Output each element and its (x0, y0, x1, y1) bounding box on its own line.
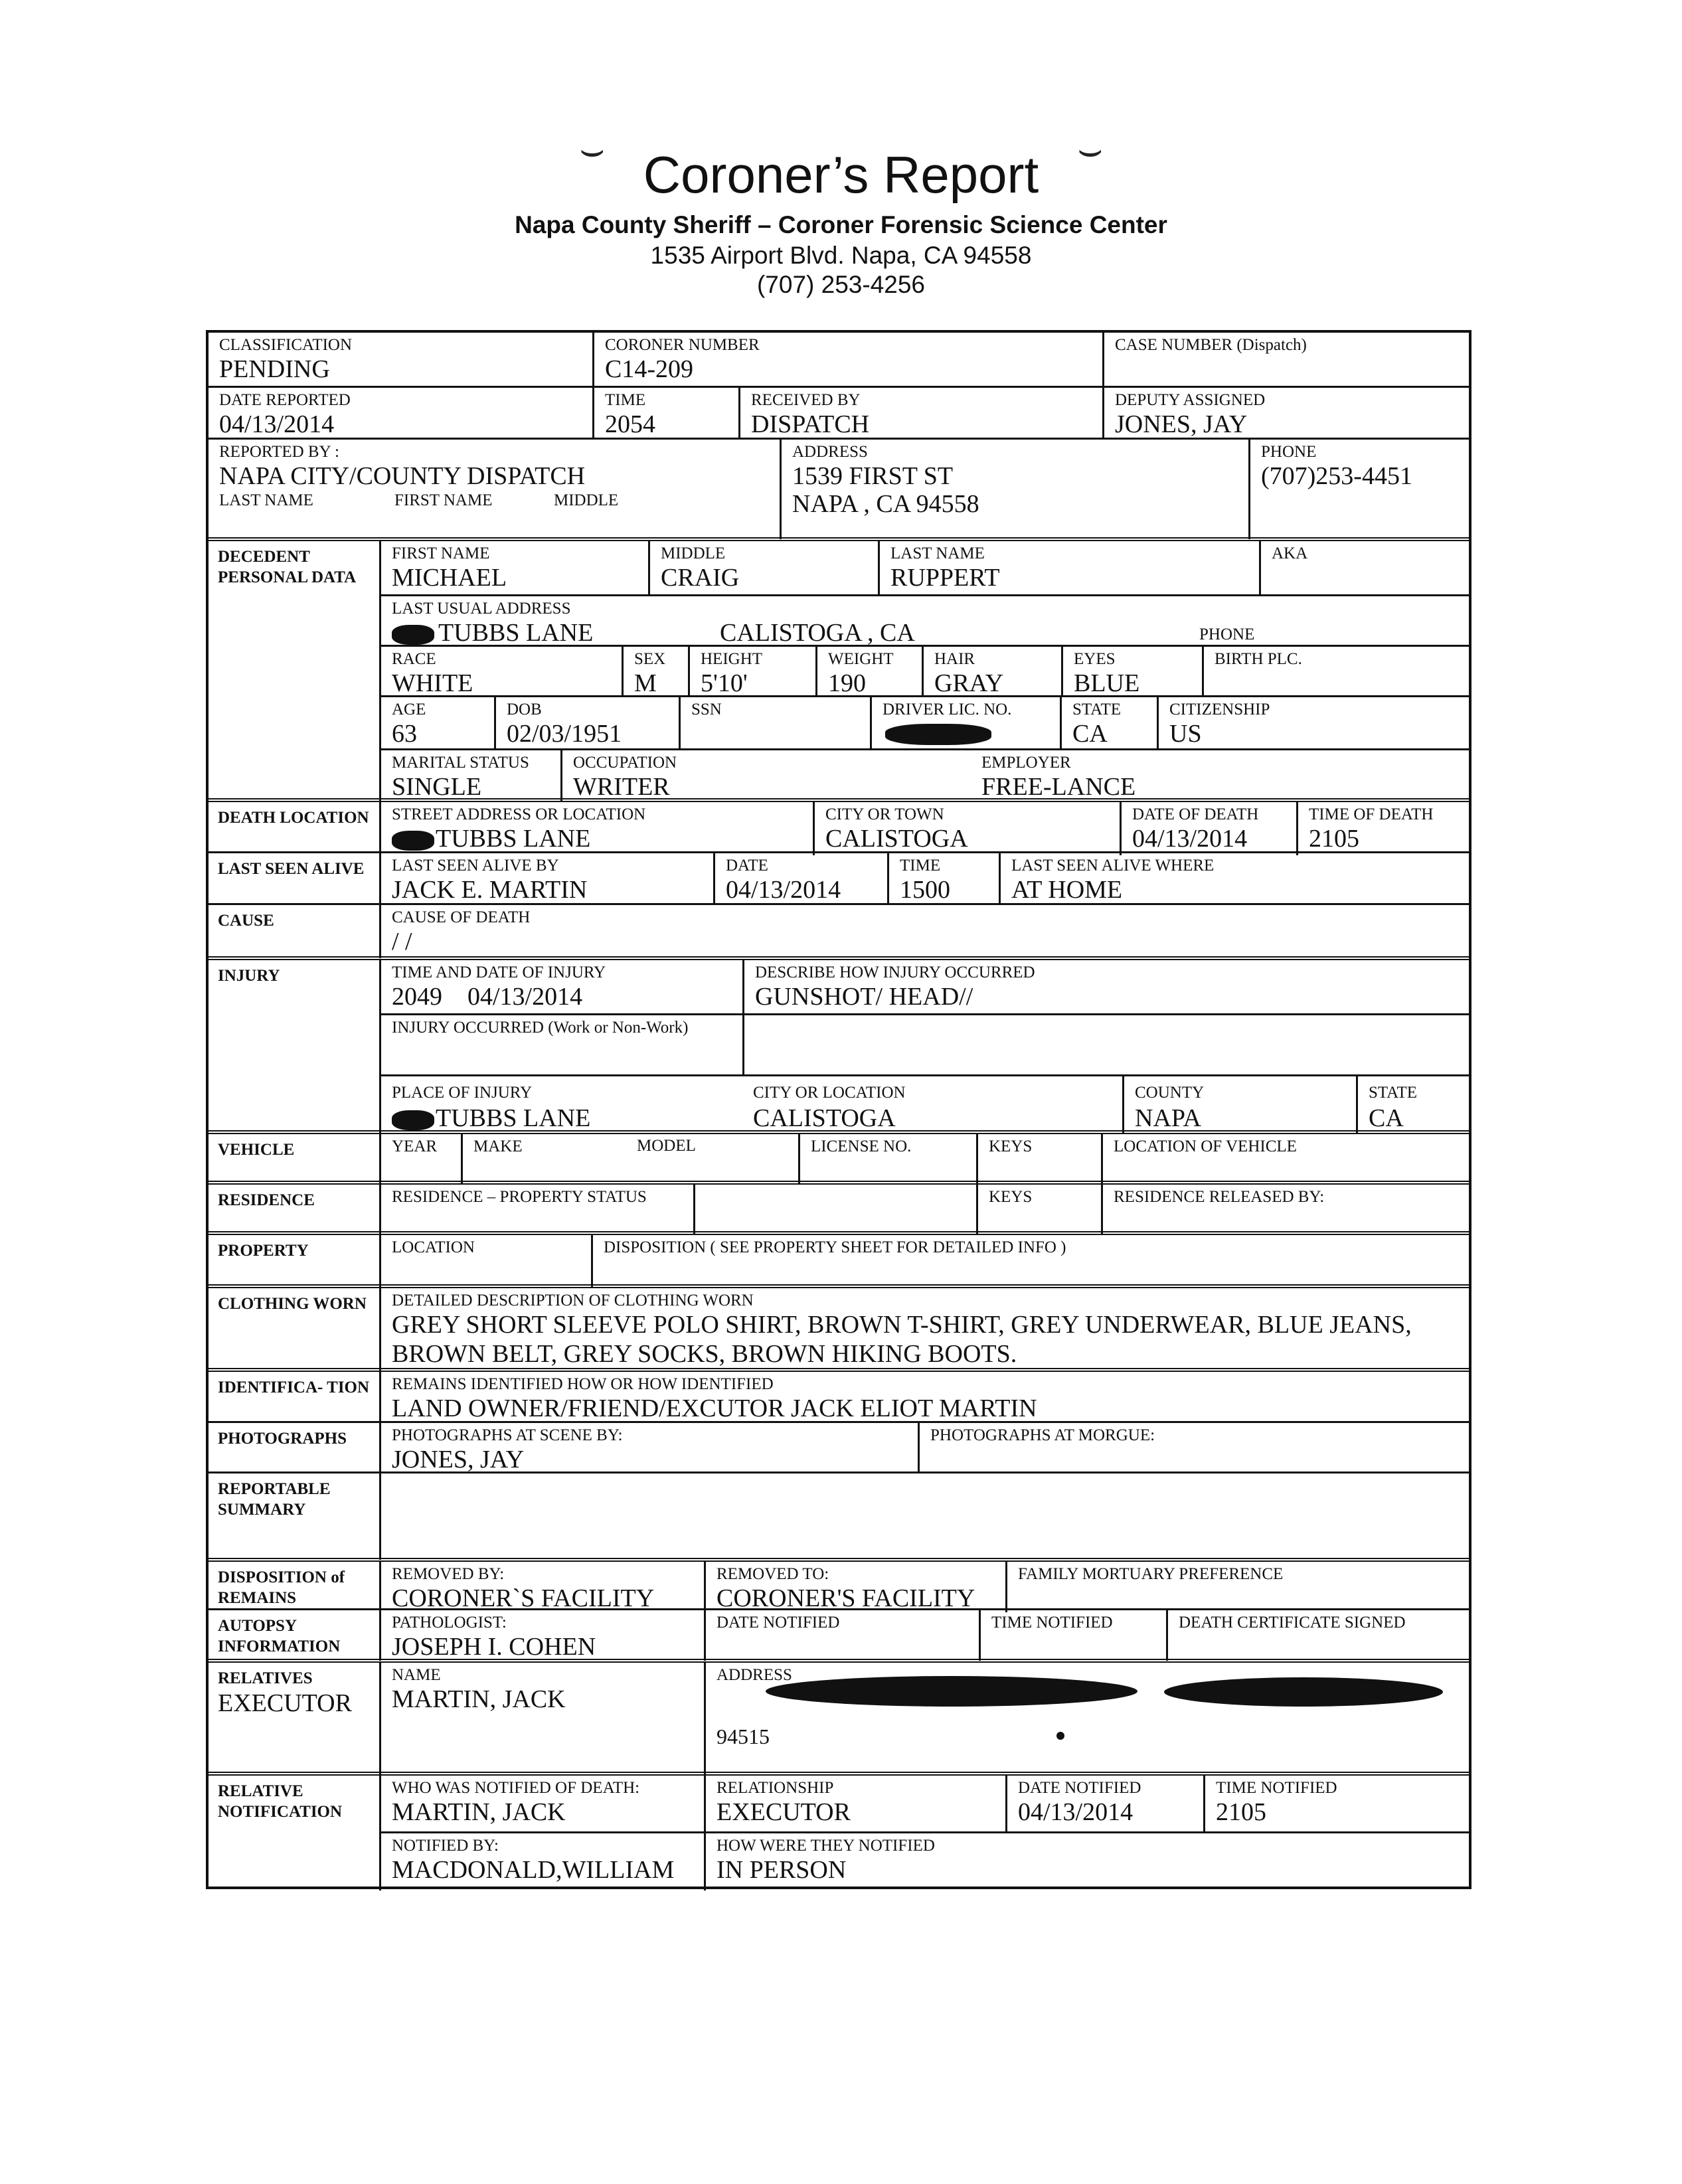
reporter-address-line1: 1539 FIRST ST (792, 462, 954, 490)
middle-name-value: CRAIG (661, 564, 740, 592)
vehicle-year-field: YEAR (392, 1137, 438, 1155)
summary-section-label: REPORTABLE SUMMARY (209, 1473, 381, 1560)
death-city-value: CALISTOGA (825, 825, 968, 853)
time-reported-field: TIME 2054 (592, 388, 738, 440)
redacted-relative-phone (1164, 1677, 1443, 1707)
death-location-section (209, 798, 1469, 855)
residence-status-field: RESIDENCE – PROPERTY STATUS (392, 1188, 647, 1206)
last-seen-date-value: 04/13/2014 (726, 876, 841, 904)
reporter-address-line2: NAPA , CA 94558 (792, 490, 979, 518)
sex-value: M (634, 669, 657, 697)
injury-how-field: DESCRIBE HOW INJURY OCCURRED GUNSHOT/ HEAD// (742, 960, 1469, 1013)
vehicle-keys-field: KEYS (976, 1134, 1101, 1185)
first-name-field: FIRST NAME MICHAEL (392, 545, 507, 592)
injury-city-value: CALISTOGA (753, 1104, 896, 1132)
residence-keys-field: KEYS (976, 1185, 1101, 1235)
last-seen-by-value: JACK E. MARTIN (392, 876, 588, 904)
employer-field: EMPLOYER FREE-LANCE (971, 748, 1469, 802)
reporter-phone-field: PHONE (707)253-4451 (1248, 440, 1469, 539)
date-reported-value: 04/13/2014 (219, 410, 335, 438)
injury-how-value: GUNSHOT/ HEAD// (755, 983, 973, 1011)
photos-scene-field: PHOTOGRAPHS AT SCENE BY: JONES, JAY (392, 1426, 623, 1473)
decedent-section-label: DECEDENT PERSONAL DATA (209, 541, 381, 802)
coroner-number-field: CORONER NUMBER C14-209 (592, 333, 1102, 386)
coroner-report-form (206, 330, 1472, 1889)
photographs-section (209, 1421, 1469, 1473)
agency-phone: (707) 253-4256 (756, 271, 926, 298)
who-notified-value: MARTIN, JACK (392, 1798, 566, 1826)
disposition-section (209, 1558, 1469, 1612)
property-section-label: PROPERTY (209, 1235, 381, 1288)
redacted-license-number (885, 724, 991, 745)
redacted-relative-address (766, 1676, 1137, 1707)
case-number-field: CASE NUMBER (Dispatch) (1102, 333, 1469, 386)
death-street-value: TUBBS LANE (436, 825, 591, 853)
injury-section-label: INJURY (209, 960, 381, 1134)
mortuary-preference-field: FAMILY MORTUARY PREFERENCE (1005, 1562, 1469, 1612)
place-of-injury-field: PLACE OF INJURY TUBBS LANE (381, 1074, 742, 1134)
how-notified-value: IN PERSON (716, 1856, 847, 1884)
relative-address-field: ADDRESS 94515 (704, 1663, 1469, 1776)
reporter-phone-value: (707)253-4451 (1261, 462, 1412, 490)
injury-time-date-field: TIME AND DATE OF INJURY 2049 04/13/2014 (392, 964, 606, 1011)
autopsy-section-label: AUTOPSY INFORMATION (209, 1610, 381, 1661)
injury-county-value: NAPA (1135, 1104, 1201, 1132)
agency-address: 1535 Airport Blvd. Napa, CA 94558 (650, 242, 1032, 269)
how-notified-field: HOW WERE THEY NOTIFIED IN PERSON (704, 1831, 1469, 1890)
property-section (209, 1231, 1469, 1288)
citizenship-value: US (1169, 720, 1202, 748)
deputy-field: DEPUTY ASSIGNED JONES, JAY (1102, 388, 1469, 440)
clothing-section (209, 1284, 1469, 1372)
injury-work-value-field (742, 1013, 1469, 1074)
classification-value: PENDING (219, 355, 330, 383)
identification-field: REMAINS IDENTIFIED HOW OR HOW IDENTIFIED LAND OWNER/FRIEND/EXCUTOR JACK ELIOT MARTIN (392, 1375, 1037, 1422)
sex-field: SEX M (622, 645, 688, 695)
vehicle-section (209, 1130, 1469, 1185)
check-mark-right: ⌣ (1077, 127, 1104, 171)
case-row (209, 333, 1469, 386)
weight-field: WEIGHT 190 (815, 645, 922, 695)
citizenship-field: CITIZENSHIP US (1157, 695, 1469, 748)
cause-section-label: CAUSE (209, 905, 381, 958)
disposition-section-label: DISPOSITION of REMAINS (209, 1562, 381, 1612)
classification-field: CLASSIFICATION PENDING (219, 336, 353, 383)
time-of-death-value: 2105 (1309, 825, 1359, 853)
dl-state-field: STATE CA (1060, 695, 1157, 748)
hair-value: GRAY (934, 669, 1004, 697)
last-seen-where-value: AT HOME (1011, 876, 1123, 904)
removed-by-field: REMOVED BY: CORONER`S FACILITY (392, 1565, 655, 1612)
death-location-section-label: DEATH LOCATION (209, 802, 381, 855)
drivers-license-field: DRIVER LIC. NO. (870, 695, 1060, 748)
residence-section (209, 1181, 1469, 1235)
clothing-section-label: CLOTHING WORN (209, 1288, 381, 1372)
residence-section-label: RESIDENCE (209, 1185, 381, 1235)
relative-relation-value: EXECUTOR (218, 1689, 352, 1717)
address-city-value: CALISTOGA , CA (720, 619, 915, 647)
pathologist-field: PATHOLOGIST: JOSEPH I. COHEN (392, 1614, 596, 1661)
occupation-field: OCCUPATION WRITER (560, 748, 971, 802)
redacted-injury-house-number (392, 1110, 434, 1130)
relatives-section (209, 1659, 1469, 1776)
last-seen-section (209, 851, 1469, 905)
check-mark-left: ⌣ (579, 127, 606, 171)
reported-row (209, 386, 1469, 440)
hair-field: HAIR GRAY (922, 645, 1061, 695)
residence-status-value-field (693, 1185, 976, 1235)
occupation-value: WRITER (573, 773, 670, 801)
vehicle-location-field: LOCATION OF VEHICLE (1101, 1134, 1469, 1185)
injury-state-field: STATE CA (1356, 1074, 1469, 1134)
death-certificate-field: DEATH CERTIFICATE SIGNED (1166, 1610, 1469, 1661)
vehicle-make-model-field: MAKE MODEL (461, 1134, 798, 1185)
clothing-line-2: BROWN BELT, GREY SOCKS, BROWN HIKING BOOTS. (392, 1340, 1017, 1368)
death-street-field: STREET ADDRESS OR LOCATION TUBBS LANE (392, 805, 646, 853)
race-field: RACE WHITE (381, 645, 622, 695)
photos-scene-value: JONES, JAY (392, 1446, 525, 1473)
marital-status-field: MARITAL STATUS SINGLE (381, 748, 560, 802)
coroner-number-value: C14-209 (605, 355, 693, 383)
age-value: 63 (392, 720, 417, 748)
height-field: HEIGHT 5'10' (688, 645, 815, 695)
employer-value: FREE-LANCE (981, 773, 1136, 801)
aka-field: AKA (1259, 541, 1469, 594)
cause-of-death-field: CAUSE OF DEATH / / (392, 908, 531, 956)
received-by-field: RECEIVED BY DISPATCH (738, 388, 1102, 440)
injury-state-value: CA (1369, 1104, 1404, 1132)
last-seen-by-field: LAST SEEN ALIVE BY JACK E. MARTIN (392, 857, 588, 904)
notified-by-field: NOTIFIED BY: MACDONALD,WILLIAM (381, 1831, 704, 1890)
relative-zip-value: 94515 (716, 1724, 770, 1748)
date-of-death-value: 04/13/2014 (1132, 825, 1248, 853)
pathologist-value: JOSEPH I. COHEN (392, 1633, 596, 1661)
last-seen-where-field: LAST SEEN ALIVE WHERE AT HOME (999, 853, 1469, 905)
received-by-value: DISPATCH (751, 410, 870, 438)
last-seen-date-field: DATE 04/13/2014 (713, 853, 887, 905)
marital-status-value: SINGLE (392, 773, 482, 801)
redacted-house-number (392, 625, 434, 645)
address-street-value: TUBBS LANE (438, 619, 594, 647)
removed-to-value: CORONER'S FACILITY (716, 1584, 975, 1612)
notified-by-value: MACDONALD,WILLIAM (392, 1856, 675, 1884)
middle-name-field: MIDDLE CRAIG (648, 541, 878, 594)
autopsy-section (209, 1608, 1469, 1661)
date-of-death-field: DATE OF DEATH 04/13/2014 (1120, 802, 1296, 855)
injury-county-field: COUNTY NAPA (1122, 1074, 1356, 1134)
injury-work-field: INJURY OCCURRED (Work or Non-Work) (381, 1013, 742, 1074)
relationship-value: EXECUTOR (716, 1798, 851, 1826)
place-of-injury-value: TUBBS LANE (436, 1104, 591, 1132)
relative-name-value: MARTIN, JACK (392, 1685, 566, 1713)
reporter-address-field: ADDRESS 1539 FIRST ST NAPA , CA 94558 (780, 440, 1248, 539)
photos-morgue-field: PHOTOGRAPHS AT MORGUE: (918, 1423, 1469, 1473)
birthplace-field: BIRTH PLC. (1202, 645, 1469, 695)
time-reported-value: 2054 (605, 410, 655, 438)
last-usual-address-field: LAST USUAL ADDRESS TUBBS LANE CALISTOGA , CA PHONE (381, 594, 1469, 645)
death-city-field: CITY OR TOWN CALISTOGA (813, 802, 1120, 855)
autopsy-date-notified-field: DATE NOTIFIED (704, 1610, 979, 1661)
eyes-value: BLUE (1074, 669, 1140, 697)
injury-section (209, 956, 1469, 1134)
redaction-dot (1056, 1732, 1064, 1740)
clothing-line-1: GREY SHORT SLEEVE POLO SHIRT, BROWN T-SHIRT, GREY UNDERWEAR, BLUE JEANS, (392, 1311, 1412, 1339)
relative-name-field: NAME MARTIN, JACK (392, 1666, 566, 1713)
identification-value: LAND OWNER/FRIEND/EXCUTOR JACK ELIOT MARTIN (392, 1394, 1037, 1422)
who-notified-field: WHO WAS NOTIFIED OF DEATH: MARTIN, JACK (392, 1779, 640, 1826)
summary-section (209, 1471, 1469, 1560)
redacted-death-house-number (392, 831, 434, 851)
reported-by-field: REPORTED BY : NAPA CITY/COUNTY DISPATCH LAST NAME FIRST NAME MIDDLE (219, 443, 619, 509)
decedent-section (209, 537, 1469, 802)
notification-time-field: TIME NOTIFIED 2105 (1203, 1776, 1469, 1831)
notification-date-value: 04/13/2014 (1018, 1798, 1134, 1826)
vehicle-license-field: LICENSE NO. (798, 1134, 976, 1185)
identification-section-label: IDENTIFICA- TION (209, 1372, 381, 1425)
injury-city-field: CITY OR LOCATION CALISTOGA (742, 1074, 1122, 1134)
last-name-field: LAST NAME RUPPERT (878, 541, 1259, 594)
photographs-section-label: PHOTOGRAPHS (209, 1423, 381, 1473)
summary-field (381, 1473, 1469, 1560)
vehicle-section-label: VEHICLE (209, 1134, 381, 1185)
cause-section (209, 903, 1469, 958)
injury-time-date-value: 2049 04/13/2014 (392, 983, 583, 1011)
dob-field: DOB 02/03/1951 (494, 695, 679, 748)
agency-name: Napa County Sheriff – Coroner Forensic Science Center (515, 211, 1167, 238)
property-disposition-field: DISPOSITION ( SEE PROPERTY SHEET FOR DETAILED INFO ) (591, 1235, 1469, 1288)
last-name-value: RUPPERT (890, 564, 1000, 592)
property-location-field: LOCATION (392, 1238, 475, 1256)
autopsy-time-notified-field: TIME NOTIFIED (979, 1610, 1166, 1661)
time-of-death-field: TIME OF DEATH 2105 (1296, 802, 1469, 855)
race-value: WHITE (392, 669, 473, 697)
notification-date-field: DATE NOTIFIED 04/13/2014 (1005, 1776, 1203, 1831)
date-reported-field: DATE REPORTED 04/13/2014 (219, 391, 351, 438)
cause-of-death-value: / / (392, 928, 412, 956)
height-value: 5'10' (701, 669, 748, 697)
eyes-field: EYES BLUE (1061, 645, 1202, 695)
clothing-field: DETAILED DESCRIPTION OF CLOTHING WORN GREY SHORT SLEEVE POLO SHIRT, BROWN T-SHIRT, GREY UNDERWEAR, BLUE JEANS, BROWN BELT, GREY SOCKS, BROWN HIKING BOOTS. (392, 1292, 1412, 1368)
deputy-value: JONES, JAY (1115, 410, 1248, 438)
age-field: AGE 63 (381, 695, 494, 748)
last-seen-time-value: 1500 (900, 876, 950, 904)
notification-section (209, 1772, 1469, 1890)
relationship-field: RELATIONSHIP EXECUTOR (704, 1776, 1005, 1831)
last-seen-section-label: LAST SEEN ALIVE (209, 853, 381, 905)
reported-by-value: NAPA CITY/COUNTY DISPATCH (219, 462, 586, 490)
dob-value: 02/03/1951 (507, 720, 622, 748)
first-name-value: MICHAEL (392, 564, 507, 592)
report-title: Coroner’s Report (643, 145, 1039, 204)
last-seen-time-field: TIME 1500 (887, 853, 999, 905)
ssn-field: SSN (679, 695, 870, 748)
reported-by-row (209, 438, 1469, 539)
removed-to-field: REMOVED TO: CORONER'S FACILITY (704, 1562, 1005, 1612)
weight-value: 190 (828, 669, 866, 697)
dl-state-value: CA (1072, 720, 1108, 748)
relatives-section-label: RELATIVES EXECUTOR (209, 1663, 381, 1776)
notification-section-label: RELATIVE NOTIFICATION (209, 1776, 381, 1890)
identification-section (209, 1368, 1469, 1425)
residence-released-field: RESIDENCE RELEASED BY: (1101, 1185, 1469, 1235)
notification-time-value: 2105 (1216, 1798, 1266, 1826)
removed-by-value: CORONER`S FACILITY (392, 1584, 655, 1612)
